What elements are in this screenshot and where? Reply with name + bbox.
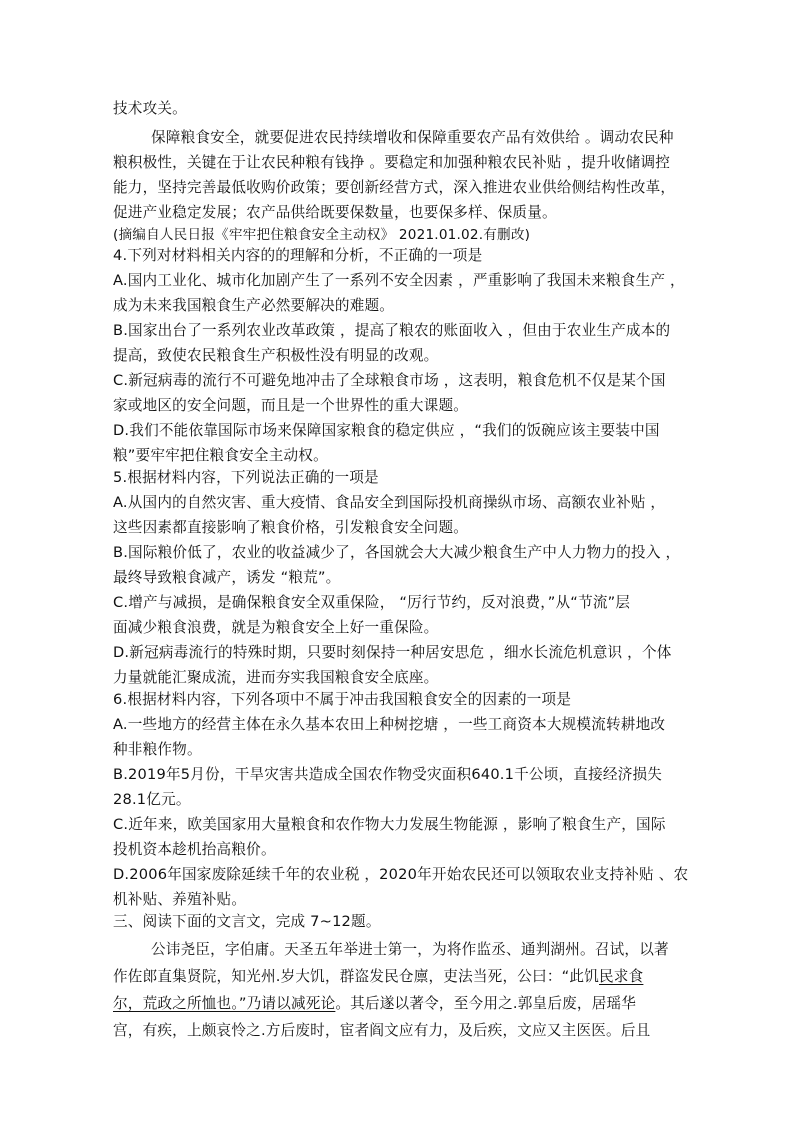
q5-option-a-cont: 这些因素都直接影响了粮食价格，引发粮食安全问题。: [113, 519, 469, 536]
question-6-stem: 6.根据材料内容，下列各项中不属于冲击我国粮食安全的因素的一项是: [113, 691, 572, 708]
q4-option-b-cont: 提高，致使农民粮食生产积极性没有明显的改观。: [113, 347, 439, 364]
q6-option-b-cont: 28.1亿元。: [113, 791, 191, 808]
question-4-stem: 4.下列对材料相关内容的的理解和分析，不正确的一项是: [113, 247, 483, 264]
source-citation: (摘编自人民日报《牢牢把住粮食安全主动权》 2021.01.02.有删改): [113, 227, 531, 243]
q4-option-d-cont: 粮”要牢牢把住粮食安全主动权。: [113, 447, 328, 464]
q6-option-a-cont: 种非粮作物。: [113, 741, 202, 758]
q6-option-b: B.2019年5月份，干旱灾害共造成全国农作物受灾面积640.1千公顷，直接经济损失: [113, 766, 663, 783]
paragraph-text: 粮积极性，关键在于让农民种粮有钱挣 。要稳定和加强种粮农民补贴 ，提升收储调控: [113, 154, 671, 171]
question-5-stem: 5.根据材料内容，下列说法正确的一项是: [113, 469, 379, 486]
underlined-phrase: 民求食: [599, 968, 644, 985]
paragraph-text: 保障粮食安全，就要促进农民持续增收和保障重要农产品有效供给 。调动农民种: [151, 129, 674, 146]
q5-option-a: A.从国内的自然灾害、重大疫情、食品安全到国际投机商操纵市场、高额农业补贴 ，: [113, 494, 666, 511]
q4-option-b: B.国家出台了一系列农业改革政策 ，提高了粮农的账面收入 ，但由于农业生产成本的: [113, 322, 671, 339]
classical-text-line: 尔，荒政之所恤也。”乃请以减死论。其后遂以著令，至今用之.郭皇后废，居瑶华: [113, 995, 637, 1012]
paragraph-text: 能力，坚持完善最低收购价政策；要创新经营方式，深入推进农业供给侧结构性改革，: [113, 179, 676, 196]
q6-option-d-cont: 机补贴、养殖补贴。: [113, 891, 247, 908]
underlined-phrase: 尔，荒政之所恤也。”乃请以减死论: [113, 995, 336, 1012]
q6-option-a: A.一些地方的经营主体在永久基本农田上种树挖塘 ，一些工商资本大规模流转耕地改: [113, 716, 666, 733]
q6-option-c-cont: 投机资本趁机抬高粮价。: [113, 841, 276, 858]
section-heading: 三、阅读下面的文言文，完成 7~12题。: [113, 913, 381, 930]
paragraph-text: 促进产业稳定发展；农产品供给既要保数量，也要保多样、保质量。: [113, 204, 557, 221]
classical-text-line: 作佐郎直集贤院，知光州.岁大饥，群盗发民仓廪，吏法当死，公曰：“此饥民求食: [113, 968, 644, 985]
classical-text-line: 宫，有疾，上颇哀怜之.方后废时，宦者阎文应有力，及后疾，文应又主医医。后且: [113, 1022, 651, 1039]
q4-option-a: A.国内工业化、城市化加剧产生了一系列不安全因素 ，严重影响了我国未来粮食生产 ，: [113, 272, 685, 289]
q4-option-d: D.我们不能依靠国际市场来保障国家粮食的稳定供应 ，“我们的饭碗应该主要装中国: [113, 422, 660, 439]
q5-option-c-cont: 面减少粮食浪费，就是为粮食安全上好一重保险。: [113, 619, 439, 636]
q6-option-c: C.近年来，欧美国家用大量粮食和农作物大力发展生物能源 ，影响了粮食生产，国际: [113, 816, 666, 833]
classical-text-line: 公讳尧臣，字伯庸。天圣五年举进士第一，为将作监丞、通判湖州。召试，以著: [151, 941, 669, 958]
q5-option-b: B.国际粮价低了，农业的收益减少了，各国就会大大减少粮食生产中人力物力的投入 ，: [113, 544, 681, 561]
q5-option-c: C.增产与减损，是确保粮食安全双重保险， “厉行节约，反对浪费，”从“节流”层: [113, 594, 631, 611]
q4-option-c-cont: 家或地区的安全问题，而且是一个世界性的重大课题。: [113, 397, 469, 414]
q4-option-a-cont: 成为未来我国粮食生产必然要解决的难题。: [113, 297, 395, 314]
q5-option-b-cont: 最终导致粮食减产，诱发 “粮荒”。: [113, 569, 341, 586]
q6-option-d: D.2006年国家废除延续千年的农业税 ，2020年开始农民还可以领取农业支持补贴 、农: [113, 866, 689, 883]
paragraph-ending: 技术攻关。: [113, 100, 187, 117]
q5-option-d-cont: 力量就能汇聚成流，进而夯实我国粮食安全底座。: [113, 669, 439, 686]
q5-option-d: D.新冠病毒流行的特殊时期，只要时刻保持一种居安思危 ，细水长流危机意识 ，个体: [113, 644, 672, 661]
q4-option-c: C.新冠病毒的流行不可避免地冲击了全球粮食市场 ，这表明，粮食危机不仅是某个国: [113, 372, 666, 389]
